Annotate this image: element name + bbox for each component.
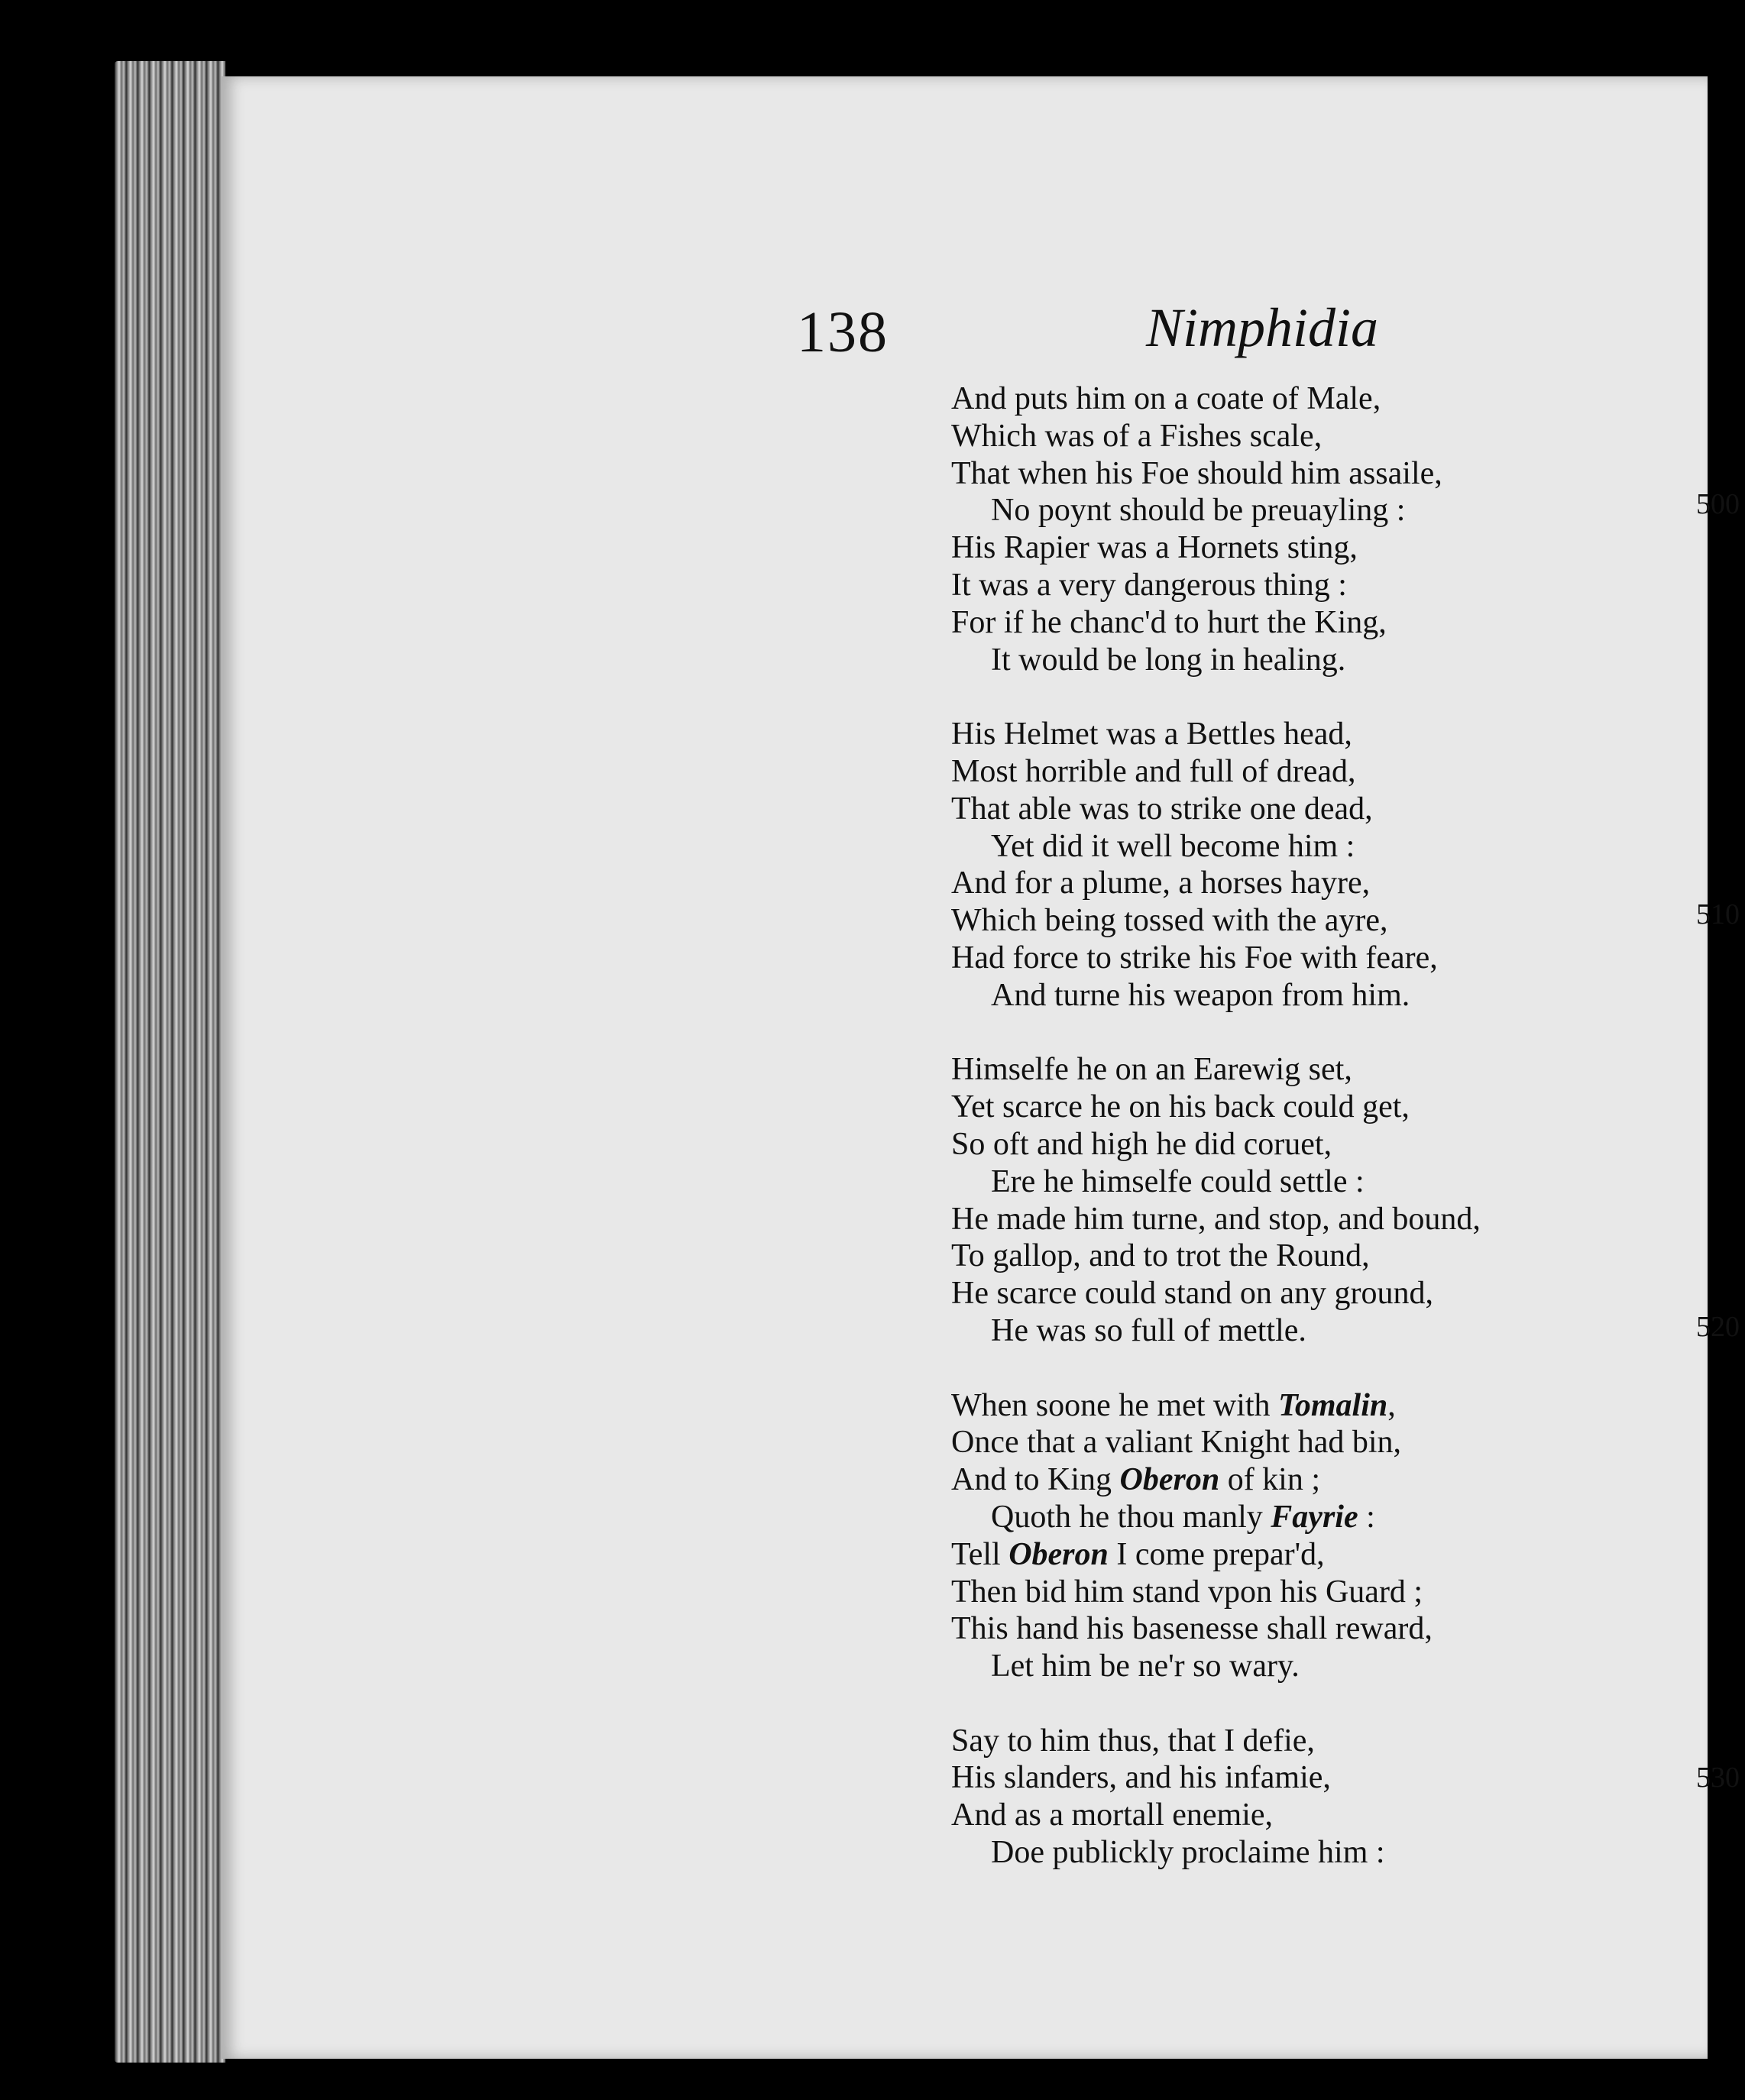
line-number-500: 500 (1696, 488, 1740, 520)
stanza-gap (951, 678, 1745, 716)
poem-line-text: , (1387, 1387, 1396, 1423)
poem-line: He made him turne, and stop, and bound, (951, 1201, 1481, 1237)
poem-line (951, 1536, 1745, 1574)
poem-line: Himselfe he on an Earewig set, (951, 1052, 1352, 1088)
poem-line: Had force to strike his Foe with feare, (951, 940, 1438, 976)
stanza-gap (951, 1014, 1745, 1052)
stanza-gap (951, 1350, 1745, 1387)
poem-line: And puts him on a coate of Male, (951, 381, 1381, 416)
poem-body (951, 380, 1745, 1872)
poem-line: That when his Foe should him assaile, (951, 455, 1442, 491)
poem-line: He scarce could stand on any ground, (951, 1276, 1433, 1312)
poem-line: And for a plume, a horses hayre, (951, 866, 1371, 901)
poem-line: Say to him thus, that I defie, (951, 1723, 1315, 1759)
poem-line-name: Oberon (1008, 1536, 1109, 1572)
poem-line: His slanders, and his infamie, (951, 1760, 1331, 1796)
page-number: 138 (797, 300, 889, 364)
poem-line: And as a mortall enemie, (951, 1797, 1274, 1833)
poem-line-name: Tomalin (1278, 1387, 1388, 1423)
poem-line: His Helmet was a Bettles head, (951, 717, 1352, 752)
running-title: Nimphidia (1146, 297, 1379, 358)
poem-line: No poynt should be preuayling : (991, 493, 1406, 529)
poem-line: And turne his weapon from him. (991, 977, 1410, 1013)
book-page (222, 76, 1740, 2059)
poem-line (951, 1499, 1745, 1536)
poem-line-text: Quoth he thou manly (991, 1499, 1271, 1535)
poem-line-text: Tell (951, 1536, 1009, 1572)
poem-line: Yet did it well become him : (991, 828, 1355, 864)
poem-line: Which was of a Fishes scale, (951, 418, 1323, 454)
poem-line-text: of kin ; (1219, 1462, 1321, 1498)
poem-line-name: Oberon (1119, 1462, 1220, 1498)
line-number-510: 510 (1696, 898, 1740, 930)
poem-line: To gallop, and to trot the Round, (951, 1238, 1370, 1274)
poem-line (951, 1387, 1745, 1425)
poem-line: This hand his basenesse shall reward, (951, 1611, 1433, 1647)
poem-line-text: When soone he met with (951, 1387, 1279, 1423)
poem-line: It would be long in healing. (991, 642, 1346, 678)
poem-line (951, 1461, 1745, 1499)
poem-line: Ere he himselfe could settle : (991, 1163, 1365, 1199)
poem-line: Which being tossed with the ayre, (951, 903, 1388, 939)
poem-line: Yet scarce he on his back could get, (951, 1089, 1410, 1125)
poem-line: It was a very dangerous thing : (951, 567, 1347, 603)
poem-line: Let him be ne'r so wary. (991, 1649, 1300, 1684)
poem-line: That able was to strike one dead, (951, 791, 1373, 827)
book-page-edges (115, 61, 225, 2063)
poem-line: For if he chanc'd to hurt the King, (951, 604, 1387, 640)
line-number-520: 520 (1696, 1311, 1740, 1343)
poem-line: Most horrible and full of dread, (951, 753, 1356, 789)
poem-line: His Rapier was a Hornets sting, (951, 530, 1358, 566)
poem-line: He was so full of mettle. (991, 1312, 1306, 1348)
poem-line-name: Fayrie (1271, 1499, 1358, 1535)
poem-line: Then bid him stand vpon his Guard ; (951, 1574, 1423, 1610)
poem-line: Once that a valiant Knight had bin, (951, 1425, 1402, 1461)
poem-line-text: And to King (951, 1462, 1120, 1498)
stanza-gap (951, 1685, 1745, 1723)
poem-line-text: : (1358, 1499, 1375, 1535)
poem-line: Doe publickly proclaime him : (991, 1835, 1385, 1871)
poem-line-text: I come prepar'd, (1108, 1536, 1325, 1572)
line-number-530: 530 (1696, 1762, 1740, 1794)
poem-line: So oft and high he did coruet, (951, 1126, 1332, 1162)
